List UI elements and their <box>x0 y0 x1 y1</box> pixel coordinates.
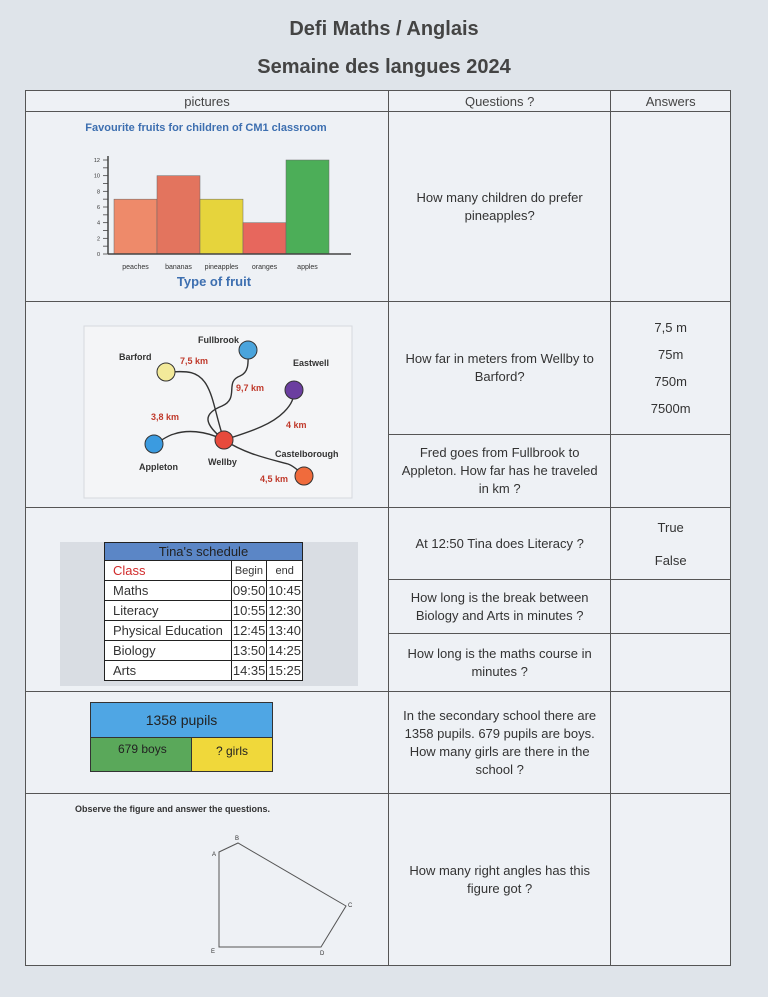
schedule-begin: 14:35 <box>231 661 267 681</box>
bar-model-boys: 679 boys <box>91 738 192 771</box>
vertex-e: E <box>211 949 216 955</box>
column-header-pictures: pictures <box>26 91 389 112</box>
answer-false[interactable]: False <box>654 552 687 568</box>
picture-cell-map <box>26 302 389 508</box>
distance-appleton: 3,8 km <box>151 412 180 422</box>
schedule-header-begin: Begin <box>231 561 267 581</box>
answer-5[interactable] <box>611 580 731 634</box>
question-1: How many children do prefer pineapples? <box>388 112 610 302</box>
vertex-d: D <box>320 951 325 957</box>
x-tick-label: peaches <box>122 264 149 271</box>
header-row <box>26 91 731 112</box>
answer-1[interactable] <box>611 112 731 302</box>
answer-2-options <box>611 302 731 435</box>
place-wellby: Wellby <box>208 457 237 467</box>
pentagon-shape <box>219 843 346 947</box>
pentagon-figure <box>26 794 387 966</box>
y-tick-label: 6 <box>96 205 100 211</box>
question-6: How long is the maths course in minutes ? <box>388 634 610 692</box>
schedule-header-end: end <box>267 561 303 581</box>
vertex-c: C <box>348 903 353 909</box>
town-map <box>26 302 387 504</box>
schedule-class: Literacy <box>105 601 232 621</box>
bar-model-girls: ? girls <box>192 738 272 771</box>
fullbrook-node <box>239 341 257 359</box>
schedule-begin: 10:55 <box>231 601 267 621</box>
picture-cell-chart <box>26 112 389 302</box>
bar-oranges <box>243 223 286 254</box>
picture-cell-figure <box>26 794 389 966</box>
y-tick-label: 4 <box>96 220 100 227</box>
bar-bananas <box>157 176 200 254</box>
eastwell-node <box>285 381 303 399</box>
y-tick-label: 10 <box>93 173 100 180</box>
place-appleton: Appleton <box>139 462 178 472</box>
chart-xlabel: Type of fruit <box>176 274 252 289</box>
schedule-class: Physical Education <box>105 621 232 641</box>
schedule-row <box>105 601 303 621</box>
distance-castelborough: 4,5 km <box>260 474 289 484</box>
answer-4-options <box>611 508 731 580</box>
x-tick-label: bananas <box>165 264 192 271</box>
schedule-end: 13:40 <box>267 621 303 641</box>
worksheet-table <box>25 90 731 966</box>
schedule-class: Maths <box>105 581 232 601</box>
distance-eastwell: 4 km <box>286 420 307 430</box>
vertex-b: B <box>235 836 240 842</box>
schedule-table <box>104 542 303 681</box>
answer-option-2[interactable]: 75m <box>658 347 684 363</box>
schedule-begin: 12:45 <box>231 621 267 641</box>
y-tick-label: 0 <box>96 252 100 258</box>
question-4: At 12:50 Tina does Literacy ? <box>388 508 610 580</box>
distance-fullbrook: 9,7 km <box>236 383 265 393</box>
x-tick-label: apples <box>297 264 318 271</box>
schedule-begin: 13:50 <box>231 641 267 661</box>
x-tick-label: pineapples <box>204 264 239 271</box>
place-castelborough: Castelborough <box>275 449 339 459</box>
schedule-class: Arts <box>105 661 232 681</box>
question-3: Fred goes from Fullbrook to Appleton. How far has he traveled in km ? <box>388 435 610 508</box>
schedule-panel <box>60 542 358 686</box>
answer-8[interactable] <box>611 794 731 966</box>
schedule-row <box>105 641 303 661</box>
figure-instruction: Observe the figure and answer the questions. <box>75 804 271 814</box>
bar-model <box>90 702 273 772</box>
bar-peaches <box>114 199 157 254</box>
fruit-bar-chart <box>26 112 387 298</box>
question-7: In the secondary school there are 1358 pupils. 679 pupils are boys. How many girls are there in the school ? <box>388 692 610 794</box>
schedule-end: 14:25 <box>267 641 303 661</box>
answer-option-4[interactable]: 7500m <box>650 401 691 417</box>
place-barford: Barford <box>119 352 152 362</box>
answer-option-3[interactable]: 750m <box>654 374 687 390</box>
schedule-class: Biology <box>105 641 232 661</box>
schedule-row <box>105 661 303 681</box>
answer-3[interactable] <box>611 435 731 508</box>
schedule-row <box>105 621 303 641</box>
vertex-a: A <box>212 852 217 858</box>
bar-apples <box>286 160 329 254</box>
document-title: Defi Maths / Anglais <box>289 18 479 40</box>
question-2: How far in meters from Wellby to Barford? <box>388 302 610 435</box>
x-tick-label: oranges <box>251 264 278 271</box>
y-tick-label: 8 <box>96 189 100 196</box>
y-tick-label: 2 <box>96 236 100 243</box>
answer-option-1[interactable]: 7,5 m <box>654 320 687 336</box>
schedule-row <box>105 581 303 601</box>
column-header-answers: Answers <box>611 91 731 112</box>
bar-model-total: 1358 pupils <box>91 703 272 738</box>
castelborough-node <box>295 467 313 485</box>
schedule-end: 10:45 <box>267 581 303 601</box>
question-5: How long is the break between Biology and Arts in minutes ? <box>388 580 610 634</box>
schedule-title: Tina's schedule <box>105 543 303 561</box>
document-subtitle: Semaine des langues 2024 <box>257 56 511 78</box>
schedule-header-class: Class <box>105 561 232 581</box>
schedule-end: 15:25 <box>267 661 303 681</box>
answer-true[interactable]: True <box>657 519 684 535</box>
bar-pineapples <box>200 199 243 254</box>
place-eastwell: Eastwell <box>293 358 330 368</box>
schedule-begin: 09:50 <box>231 581 267 601</box>
barford-node <box>157 363 175 381</box>
picture-cell-schedule <box>26 508 389 692</box>
question-8: How many right angles has this figure got ? <box>388 794 610 966</box>
distance-barford: 7,5 km <box>180 356 209 366</box>
chart-title: Favourite fruits for children of CM1 classroom <box>85 122 327 134</box>
place-fullbrook: Fullbrook <box>198 335 239 345</box>
schedule-end: 12:30 <box>267 601 303 621</box>
answer-7[interactable] <box>611 692 731 794</box>
wellby-node <box>215 431 233 449</box>
column-header-questions: Questions ? <box>388 91 610 112</box>
answer-6[interactable] <box>611 634 731 692</box>
picture-cell-bar-model <box>26 692 389 794</box>
y-tick-label: 12 <box>93 158 100 164</box>
appleton-node <box>145 435 163 453</box>
